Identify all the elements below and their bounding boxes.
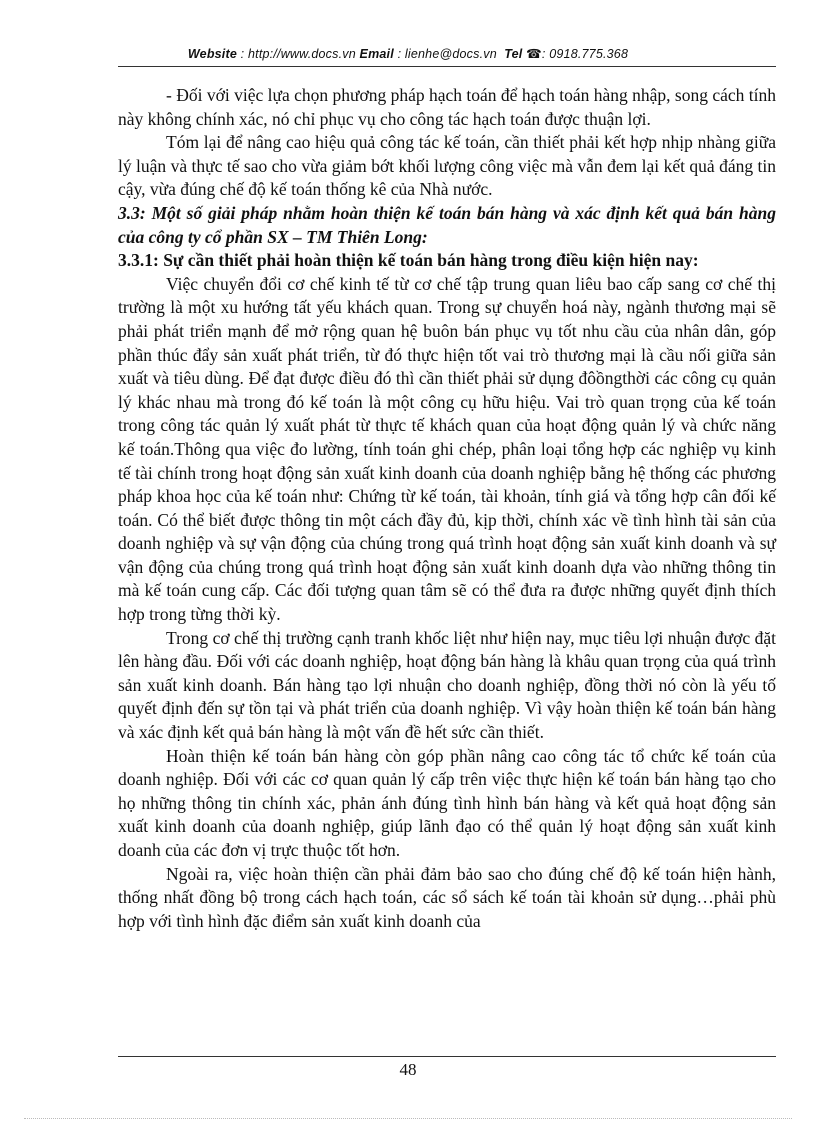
phone-icon: ☎ [526,47,542,61]
website-label: Website [187,47,237,61]
paragraph: - Đối với việc lựa chọn phương pháp hạch toán để hạch toán hàng nhập, song cách tính này không chính xác, nó chỉ phục vụ cho công tác hạch toán được thuận lợi. [118,85,776,129]
page-header [0,46,816,61]
footer-divider [118,1056,776,1057]
paragraph: Trong cơ chế thị trường cạnh tranh khốc liệt như hiện nay, mục tiêu lợi nhuận được đặt lên hàng đầu. Đối với các doanh nghiệp, hoạt động bán hàng là khâu quan trọng của quá trình sản xuất kinh doanh. Bán hàng tạo lợi nhuận cho doanh nghiệp, đồng thời nó còn là yếu tố quyết định đến sự tồn tại và phát triển của doanh nghiệp. Vì vậy hoàn thiện kế toán bán hàng và xác định kết quả bán hàng là một vấn đề hết sức cần thiết. [118,627,776,743]
paragraph: Hoàn thiện kế toán bán hàng còn góp phần nâng cao công tác tổ chức kế toán của doanh nghiệp. Đối với các cơ quan quản lý cấp trên việc thực hiện kế toán bán hàng tạo cho họ những thông tin chính xác, phản ánh đúng tình hình bán hàng và kết quả hoạt động sản xuất kinh doanh của doanh nghiệp, giúp lãnh đạo có thể quản lý hoạt động sản xuất kinh doanh của các đơn vị trực thuộc tốt hơn. [118,745,776,860]
paragraph: Tóm lại để nâng cao hiệu quả công tác kế toán, cần thiết phải kết hợp nhịp nhàng giữa lý luận và thực tế sao cho vừa giảm bớt khối lượng công việc mà vẫn đem lại kết quả đáng tin cậy, vừa đúng chế độ kế toán thống kê của Nhà nước. [118,132,776,200]
paragraph: Ngoài ra, việc hoàn thiện cần phải đảm bảo sao cho đúng chế độ kế toán hiện hành, thống nhất đồng bộ trong cách hạch toán, các sổ sách kế toán tài khoản sử dụng…phải phù hợp với tình hình đặc điểm sản xuất kinh doanh của [118,863,776,931]
subsection-heading: 3.3.1: Sự cần thiết phải hoàn thiện kế toán bán hàng trong điều kiện hiện nay: [118,250,699,271]
email-separator: : [393,47,405,61]
paragraph: Việc chuyển đổi cơ chế kinh tế từ cơ chế tập trung quan liêu bao cấp sang cơ chế thị trường là một xu hướng tất yếu khách quan. Trong sự chuyển hoá này, ngành thương mại sẽ phải phát triển mạnh để mở rộng quan hệ buôn bán phục vụ tốt nhu cầu của nhân dân, góp phần thúc đẩy sản xuất phát triển, từ đó thực hiện tốt vai trò thương mại là cầu nối giữa sản xuất và tiêu dùng. Để đạt được điều đó thì cần thiết phải sử dụng đôồngthời các công cụ quản lý khác nhau mà trong đó kế toán là một công cụ hữu hiệu. Vai trò quan trọng của kế toán trong công tác quản lý xuất phát từ thực tế khách quan của hoạt động quản lý và chức năng kế toán.Thông qua việc đo lường, tính toán ghi chép, phân loại tổng hợp các nghiệp vụ kinh tế tài chính trong hoạt động sản xuất kinh doanh của doanh nghiệp bằng hệ thống các phương pháp khoa học của kế toán như: Chứng từ kế toán, tài khoản, tính giá và tổng hợp cân đối kế toán. Có thể biết được thông tin một cách đầy đủ, kịp thời, chính xác về tình hình tài sản của doanh nghiệp và sự vận động của chúng trong quá trình hoạt động sản xuất kinh doanh và sự vận động của chúng trong quá trình hoạt động sản xuất kinh doanh dựa vào những thông tin mà kế toán cung cấp. Các đối tượng quan tâm sẽ có thể đưa ra được những quyết định thích hợp trong từng thời kỳ. [118,273,776,625]
page-edge-dotted-line [24,1118,792,1119]
tel-number: : 0918.775.368 [541,47,629,61]
document-body [118,84,776,933]
header-divider [118,66,776,67]
website-separator: : [237,47,249,61]
email-label: Email [359,47,394,61]
section-heading: 3.3: Một số giải pháp nhằm hoàn thiện kế toán bán hàng và xác định kết quả bán hàng của công ty cổ phần SX – TM Thiên Long: [118,202,776,247]
email-address[interactable]: lienhe@docs.vn [404,47,497,61]
tel-label: Tel [504,47,523,61]
website-url[interactable]: http://www.docs.vn [248,47,356,61]
page-number: 48 [399,1060,417,1079]
